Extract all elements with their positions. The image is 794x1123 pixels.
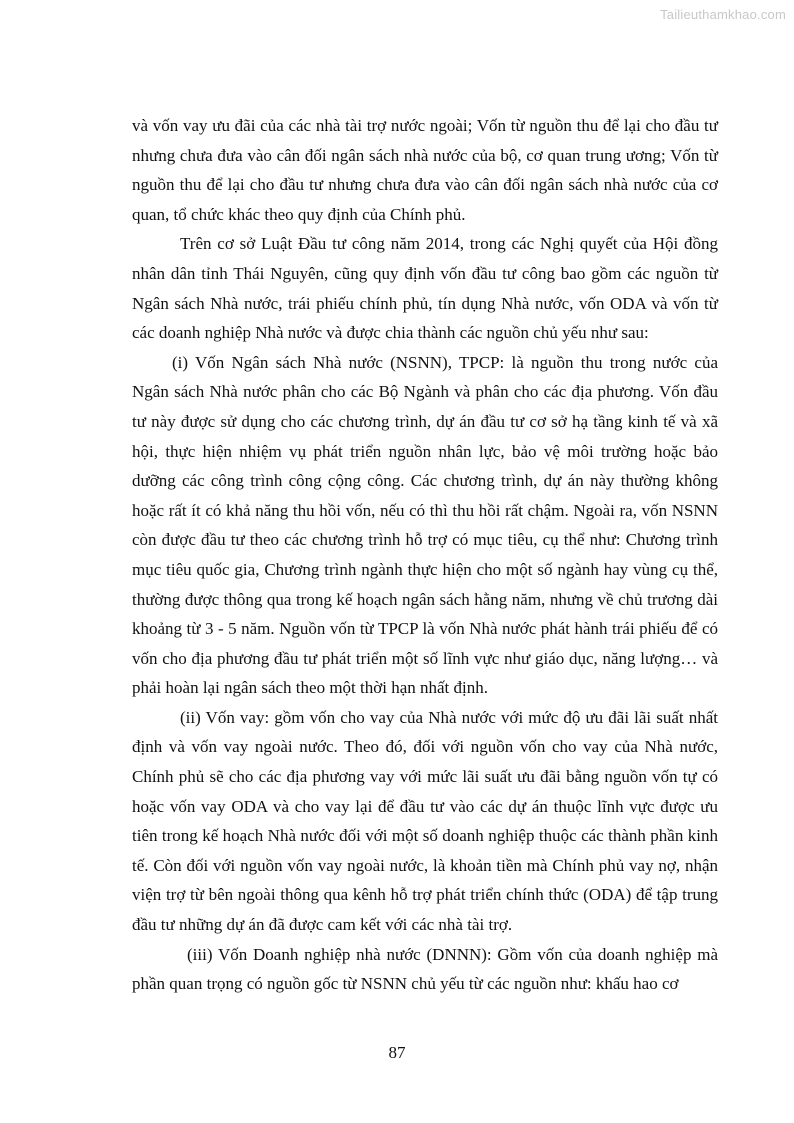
paragraph-intro: Trên cơ sở Luật Đầu tư công năm 2014, trong các Nghị quyết của Hội đồng nhân dân tỉnh Thái Nguyên, cũng quy định vốn đầu tư công bao gồm các nguồn từ Ngân sách Nhà nước, trái phiếu chính phủ, tín dụng Nhà nước, vốn ODA và vốn từ các doanh nghiệp Nhà nước và được chia thành các nguồn chủ yếu như sau: bbox=[132, 234, 718, 343]
watermark-text: Tailieuthamkhao.com bbox=[660, 7, 786, 22]
paragraph-continuation: và vốn vay ưu đãi của các nhà tài trợ nước ngoài; Vốn từ nguồn thu để lại cho đầu tư nhưng chưa đưa vào cân đối ngân sách nhà nước của bộ, cơ quan trung ương; Vốn từ nguồn thu để lại cho đầu tư nhưng chưa đưa vào cân đối ngân sách nhà nước của cơ quan, tổ chức khác theo quy định của Chính phủ. bbox=[132, 116, 718, 224]
page-number: 87 bbox=[388, 1043, 406, 1062]
paragraph-item-i: (i) Vốn Ngân sách Nhà nước (NSNN), TPCP: là nguồn thu trong nước của Ngân sách Nhà nước phân cho các Bộ Ngành và phân cho các địa phương. Vốn đầu tư này được sử dụng cho các chương trình, dự án đầu tư cơ sở hạ tầng kinh tế và xã hội, thực hiện nhiệm vụ phát triển nguồn nhân lực, bảo vệ môi trường hoặc bảo dưỡng các công trình công cộng công. Các chương trình, dự án này thường không hoặc rất ít có khả năng thu hồi vốn, nếu có thì thu hồi rất chậm. Ngoài ra, vốn NSNN còn được đầu tư theo các chương trình hỗ trợ có mục tiêu, cụ thể như: Chương trình mục tiêu quốc gia, Chương trình ngành thực hiện cho một số ngành hay vùng cụ thể, thường được thông qua trong kế hoạch ngân sách hằng năm, nhưng về chủ trương dài khoảng từ 3 - 5 năm. Nguồn vốn từ TPCP là vốn Nhà nước phát hành trái phiếu để có vốn cho địa phương đầu tư phát triển một số lĩnh vực như giáo dục, năng lượng… và phải hoàn lại ngân sách theo một thời hạn nhất định. bbox=[132, 352, 718, 698]
paragraph-item-iii: (iii) Vốn Doanh nghiệp nhà nước (DNNN): Gồm vốn của doanh nghiệp mà phần quan trọng có nguồn gốc từ NSNN chủ yếu từ các nguồn như: khấu hao cơ bbox=[132, 944, 718, 994]
document-body bbox=[132, 111, 718, 999]
paragraph-item-ii: (ii) Vốn vay: gồm vốn cho vay của Nhà nước với mức độ ưu đãi lãi suất nhất định và vốn vay ngoài nước. Theo đó, đối với nguồn vốn cho vay của Nhà nước, Chính phủ sẽ cho các địa phương vay với mức lãi suất ưu đãi bằng nguồn vốn tự có hoặc vốn vay ODA và cho vay lại để đầu tư vào các dự án thuộc lĩnh vực được ưu tiên trong kế hoạch Nhà nước đối với một số doanh nghiệp thuộc các thành phần kinh tế. Còn đối với nguồn vốn vay ngoài nước, là khoản tiền mà Chính phủ vay nợ, nhận viện trợ từ bên ngoài thông qua kênh hỗ trợ phát triển chính thức (ODA) để tập trung đầu tư những dự án đã được cam kết với các nhà tài trợ. bbox=[132, 707, 718, 935]
